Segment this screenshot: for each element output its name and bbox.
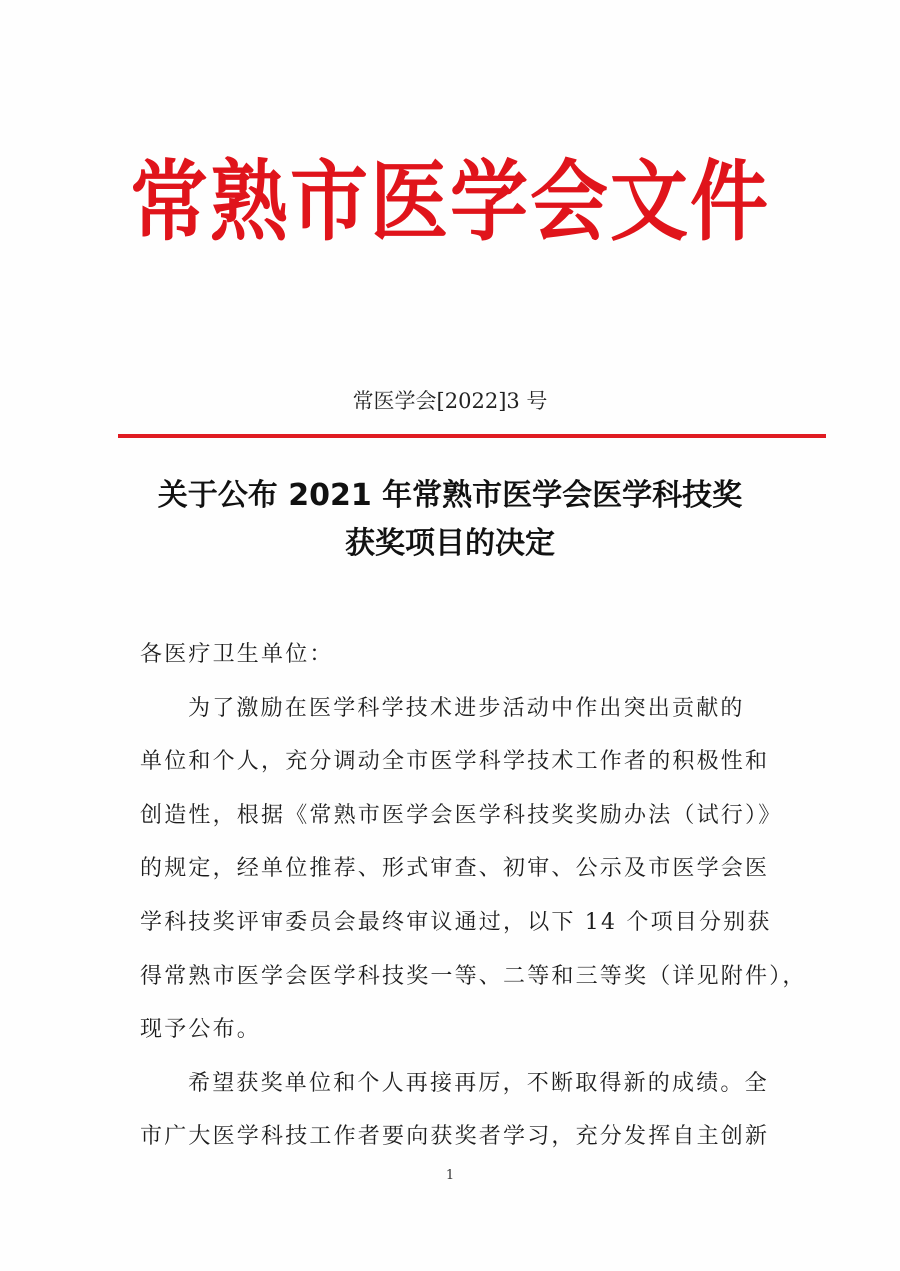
red-separator-line [118, 434, 826, 438]
paragraph-1-line: 创造性，根据《常熟市医学会医学科技奖奖励办法（试行）》 [140, 802, 783, 828]
masthead-title: 常熟市医学会文件 [129, 152, 770, 254]
title-line-1: 关于公布 2021 年常熟市医学会医学科技奖 [157, 478, 743, 513]
document-number: 常医学会[2022]3 号 [352, 389, 548, 413]
title-line-2: 获奖项目的决定 [345, 526, 555, 561]
paragraph-1-line: 的规定，经单位推荐、形式审查、初审、公示及市医学会医 [140, 856, 770, 882]
paragraph-1-line: 学科技奖评审委员会最终审议通过，以下 14 个项目分别获 [140, 909, 772, 935]
paragraph-1-line: 为了激励在医学科学技术进步活动中作出突出贡献的 [188, 695, 745, 721]
paragraph-1-line: 得常熟市医学会医学科技奖一等、二等和三等奖（详见附件）， [140, 963, 807, 989]
paragraph-1-line: 现予公布。 [140, 1017, 262, 1043]
paragraph-1-line: 单位和个人，充分调动全市医学科学技术工作者的积极性和 [140, 749, 770, 775]
page-number: 1 [445, 1168, 455, 1183]
paragraph-2-line: 市广大医学科技工作者要向获奖者学习，充分发挥自主创新 [140, 1124, 770, 1150]
document-body [140, 628, 807, 1164]
document-title [0, 472, 900, 568]
paragraph-2-line: 希望获奖单位和个人再接再厉，不断取得新的成绩。全 [188, 1070, 769, 1096]
salutation: 各医疗卫生单位： [140, 642, 334, 667]
